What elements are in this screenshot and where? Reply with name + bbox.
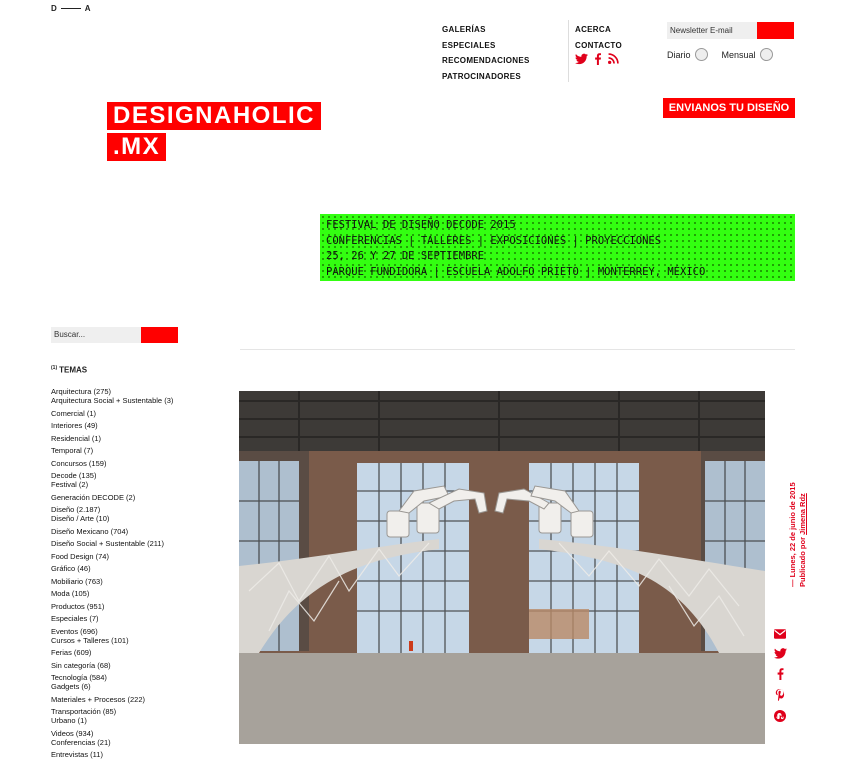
stumbleupon-icon[interactable] bbox=[774, 710, 786, 726]
post-date: — Lunes, 22 de junio de 2015 bbox=[788, 482, 797, 587]
post-image[interactable] bbox=[239, 391, 765, 744]
option-diario-radio[interactable] bbox=[695, 48, 708, 61]
category-item[interactable]: Gráfico (46) bbox=[51, 564, 91, 573]
nav-acerca[interactable]: ACERCA bbox=[575, 25, 612, 34]
category-item[interactable]: Ferias (609) bbox=[51, 648, 92, 657]
category-item[interactable]: Transportación (85) bbox=[51, 707, 117, 716]
category-item[interactable]: Gadgets (6) bbox=[51, 682, 91, 691]
category-item[interactable]: Especiales (7) bbox=[51, 614, 99, 623]
send-design-button[interactable]: ENVIANOS TU DISEÑO bbox=[663, 98, 795, 118]
category-item[interactable]: Entrevistas (11) bbox=[51, 750, 103, 759]
top-mark-left: D bbox=[51, 4, 57, 13]
primary-nav bbox=[442, 22, 530, 84]
nav-patrocinadores[interactable]: PATROCINADORES bbox=[442, 71, 522, 81]
option-mensual-label: Mensual bbox=[721, 49, 756, 60]
newsletter-form bbox=[667, 22, 794, 39]
logo-line-2[interactable]: .MX bbox=[107, 133, 166, 161]
social-links bbox=[575, 53, 619, 69]
post-by-prefix: Publicado por bbox=[798, 534, 807, 587]
banner-line-2: CONFERENCIAS | TALLERES | EXPOSICIONES | PROYECCIONES bbox=[326, 234, 662, 247]
option-mensual-radio[interactable] bbox=[760, 48, 773, 61]
search-button[interactable] bbox=[141, 327, 178, 343]
secondary-nav bbox=[575, 22, 622, 53]
category-item[interactable]: Moda (105) bbox=[51, 589, 90, 598]
category-item[interactable]: Diseño Social + Sustentable (211) bbox=[51, 539, 165, 548]
topics-title: TEMAS bbox=[59, 365, 88, 375]
banner-line-4: PARQUE FUNDIDORA | ESCUELA ADOLFO PRIETO | MONTERREY, MÉXICO bbox=[326, 265, 706, 278]
banner-line-3: 25, 26 Y 27 DE SEPTIEMBRE bbox=[326, 250, 485, 262]
post-meta bbox=[788, 462, 807, 587]
nav-especiales[interactable]: ESPECIALES bbox=[442, 40, 496, 50]
mail-icon[interactable] bbox=[774, 629, 786, 643]
category-item[interactable]: Videos (934) bbox=[51, 728, 94, 738]
twitter-icon[interactable] bbox=[575, 53, 588, 69]
category-item[interactable]: Interiores (49) bbox=[51, 421, 98, 430]
category-item[interactable]: Concursos (159) bbox=[51, 458, 107, 468]
post-author-link[interactable]: Jimena Rdz bbox=[798, 493, 807, 535]
search-form bbox=[51, 327, 178, 343]
newsletter-email-input[interactable]: Newsletter E-mail bbox=[667, 22, 757, 39]
category-item[interactable]: Diseño Mexicano (704) bbox=[51, 526, 129, 536]
category-item[interactable]: Food Design (74) bbox=[51, 551, 109, 561]
share-links bbox=[773, 629, 787, 726]
nav-divider bbox=[568, 20, 569, 82]
option-diario-label: Diario bbox=[667, 49, 691, 60]
category-item[interactable]: Decode (135) bbox=[51, 471, 97, 480]
top-mark-right: A bbox=[84, 4, 91, 13]
category-item[interactable]: Arquitectura (275) bbox=[51, 387, 112, 396]
nav-recomendaciones[interactable]: RECOMENDACIONES bbox=[442, 56, 530, 65]
printed-bridge-photo bbox=[239, 391, 765, 744]
facebook-icon[interactable] bbox=[594, 53, 602, 69]
category-item[interactable]: Diseño / Arte (10) bbox=[51, 514, 110, 523]
category-item[interactable]: Festival (2) bbox=[51, 480, 89, 489]
pinterest-icon[interactable] bbox=[775, 689, 785, 705]
category-item[interactable]: Productos (951) bbox=[51, 601, 105, 611]
category-item[interactable]: Residencial (1) bbox=[51, 433, 102, 443]
category-list bbox=[51, 387, 173, 759]
category-item[interactable]: Generación DECODE (2) bbox=[51, 492, 136, 502]
banner-line-1: FESTIVAL DE DISEÑO DECODE 2015 bbox=[326, 219, 516, 231]
category-item[interactable]: Diseño (2.187) bbox=[51, 505, 101, 514]
content-divider bbox=[240, 349, 795, 350]
twitter-icon[interactable] bbox=[774, 648, 787, 663]
category-item[interactable]: Comercial (1) bbox=[51, 408, 97, 418]
nav-contacto[interactable]: CONTACTO bbox=[575, 40, 622, 50]
category-item[interactable]: Urbano (1) bbox=[51, 716, 87, 725]
nav-galerias[interactable]: GALERÍAS bbox=[442, 25, 486, 34]
category-item[interactable]: Eventos (696) bbox=[51, 626, 98, 636]
topics-heading bbox=[51, 365, 87, 375]
decode-festival-banner[interactable] bbox=[320, 214, 795, 281]
post-byline bbox=[798, 462, 808, 587]
newsletter-frequency bbox=[667, 48, 787, 61]
category-item[interactable]: Conferencias (21) bbox=[51, 737, 111, 747]
category-item[interactable]: Mobiliario (763) bbox=[51, 576, 103, 586]
category-item[interactable]: Materiales + Procesos (222) bbox=[51, 694, 145, 704]
topics-footnote: (1) bbox=[51, 365, 58, 371]
newsletter-submit-button[interactable] bbox=[757, 22, 794, 39]
category-item[interactable]: Cursos + Talleres (101) bbox=[51, 635, 129, 645]
category-item[interactable]: Temporal (7) bbox=[51, 446, 94, 455]
category-item[interactable]: Tecnología (584) bbox=[51, 673, 107, 682]
rss-icon[interactable] bbox=[608, 53, 619, 69]
category-item[interactable]: Sin categoría (68) bbox=[51, 660, 111, 670]
search-input[interactable]: Buscar... bbox=[51, 327, 141, 343]
top-mark-line bbox=[61, 8, 81, 9]
post-meta-text bbox=[788, 462, 808, 587]
top-mark bbox=[51, 4, 91, 13]
facebook-icon[interactable] bbox=[777, 668, 784, 684]
logo-line-1[interactable]: DESIGNAHOLIC bbox=[107, 102, 321, 130]
category-item[interactable]: Arquitectura Social + Sustentable (3) bbox=[51, 396, 174, 405]
